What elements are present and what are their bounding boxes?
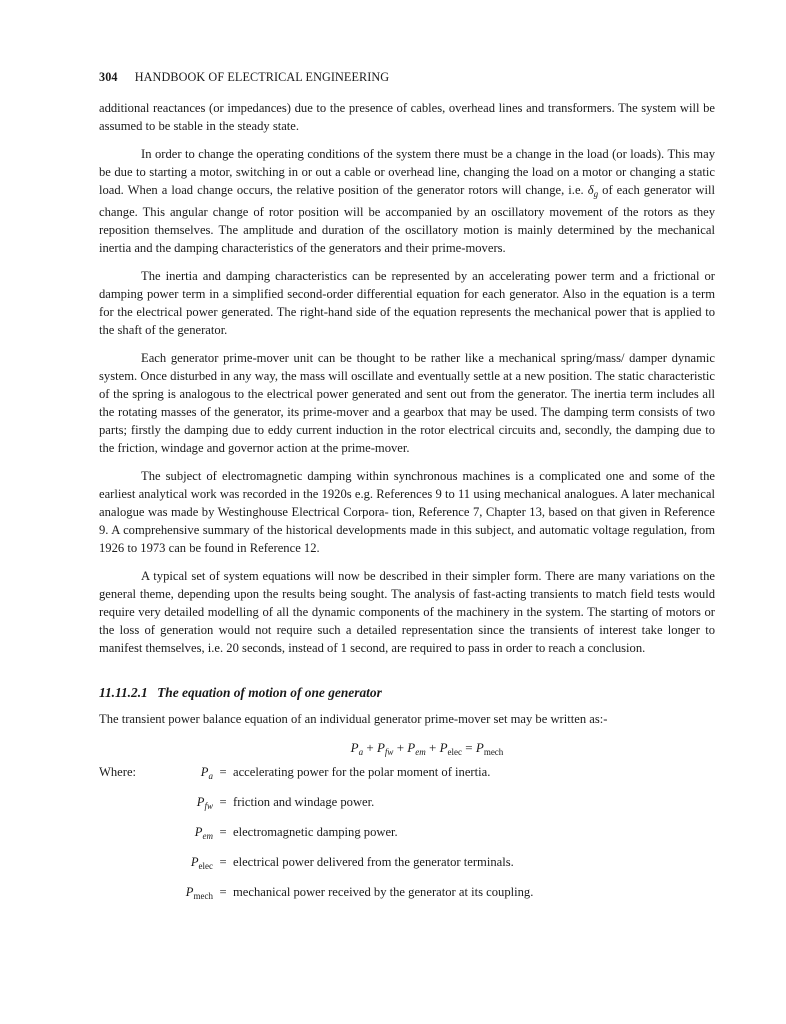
page <box>99 70 715 909</box>
where-label: Where: <box>99 765 137 779</box>
section-heading <box>99 685 715 701</box>
definition-symbol: $P_{em}$ <box>194 825 213 841</box>
definition-row <box>99 789 715 819</box>
definition-symbol: $P_{elec}$ <box>190 855 213 871</box>
power-balance-equation: $P_a + P_{fw} + P_{em} + P_{elec} = P_{mech}$ <box>350 740 504 757</box>
delta-symbol: $\delta_g$ <box>587 183 599 199</box>
equation-term-pem: $P_{em}$ <box>407 740 426 757</box>
running-header <box>99 70 715 85</box>
definition-row <box>99 819 715 849</box>
definition-symbol: $P_{mech}$ <box>185 885 213 901</box>
definition-text: accelerating power for the polar moment of inertia. <box>233 765 491 779</box>
paragraph-5: The subject of electromagnetic damping within synchronous machines is a complicated one and some of the earliest analytical work was recorded in the 1920s e.g. References 9 to 11 using mechanical analogues. A later mechanical analogue was made by Westinghouse Electrical Corpora- tion, Reference 7, Chapter 13, based on that given in Reference 9. A comprehensive summary of the historical developments made in this subject, and automatic voltage regulation, from 1926 to 1973 can be found in Reference 12. <box>99 469 715 555</box>
page-number: 304 <box>99 70 118 84</box>
running-title: HANDBOOK OF ELECTRICAL ENGINEERING <box>134 70 390 84</box>
definition-row <box>99 879 715 909</box>
equation-term-pfw: $P_{fw}$ <box>376 740 394 757</box>
definition-equals: = <box>219 825 227 839</box>
definition-row <box>99 849 715 879</box>
definition-symbol: $P_{fw}$ <box>196 795 213 811</box>
definition-text: electromagnetic damping power. <box>233 825 398 839</box>
paragraph-2: In order to change the operating conditions of the system there must be a change in the load (or loads). This may be due to starting a motor, switching in or out a cable or overhead line, changing the load on a motor or changing a static load. When a load change occurs, the relative position of the generator rotors will change, i.e. $\delta_g$ of each generator will change. This angular change of rotor position will be accompanied by an oscillatory movement of the rotors as they reposition themselves. The amplitude and duration of the oscillatory motion is mainly determined by the mechanical inertia and the damping characteristics of the generators and their prime-movers. <box>99 147 715 255</box>
definition-text: electrical power delivered from the generator terminals. <box>233 855 514 869</box>
equation-term-pa: $P_a$ <box>350 740 364 757</box>
definition-equals: = <box>219 765 227 779</box>
paragraph-3: The inertia and damping characteristics can be represented by an accelerating power term and a frictional or damping power term in a simplified second-order differential equation for each generator. Also in the equation is a term for the electrical power generated. The right-hand side of the equation represents the mechanical power that is applied to the shaft of the generator. <box>99 269 715 337</box>
section-number: 11.11.2.1 <box>99 685 148 700</box>
equation-term-pmech: $P_{mech}$ <box>475 740 504 757</box>
paragraph-4: Each generator prime-mover unit can be thought to be rather like a mechanical spring/mass/ damper dynamic system. Once disturbed in any way, the mass will oscillate and eventually settle at a new position. The static characteristic of the spring is analogous to the electrical power generated and sent out from the generator. The inertia term includes all the rotating masses of the generator, its prime-mover and a gearbox that may be used. The damping term consists of two parts; firstly the damping due to eddy current induction in the rotor electrical circuits and, secondly, the damping due to the friction, windage and governor action at the prime-mover. <box>99 351 715 455</box>
section-title: The equation of motion of one generator <box>157 685 382 700</box>
definition-text: friction and windage power. <box>233 795 375 809</box>
definition-equals: = <box>219 795 227 809</box>
paragraph-6: A typical set of system equations will now be described in their simpler form. There are many variations on the general theme, depending upon the results being sought. The analysis of fast-acting transients to match field tests would require very detailed modelling of all the dynamic components of the machinery in the system. The starting of motors or the loss of generation would not require such a detailed representation since the transients of interest take longer to manifest themselves, i.e. 20 seconds, instead of 1 second, are required to pass in order to reach a conclusion. <box>99 569 715 655</box>
paragraph-1: additional reactances (or impedances) due to the presence of cables, overhead lines and transformers. The system will be assumed to be stable in the steady state. <box>99 101 715 133</box>
definition-symbol: $P_a$ <box>200 765 213 781</box>
definition-equals: = <box>219 855 227 869</box>
definition-text: mechanical power received by the generator at its coupling. <box>233 885 534 899</box>
definitions-list <box>99 759 715 909</box>
equation-term-pelec: $P_{elec}$ <box>439 740 463 757</box>
equation-intro: The transient power balance equation of an individual generator prime-mover set may be written as:- <box>99 712 608 726</box>
definition-row <box>99 759 715 789</box>
definition-equals: = <box>219 885 227 899</box>
